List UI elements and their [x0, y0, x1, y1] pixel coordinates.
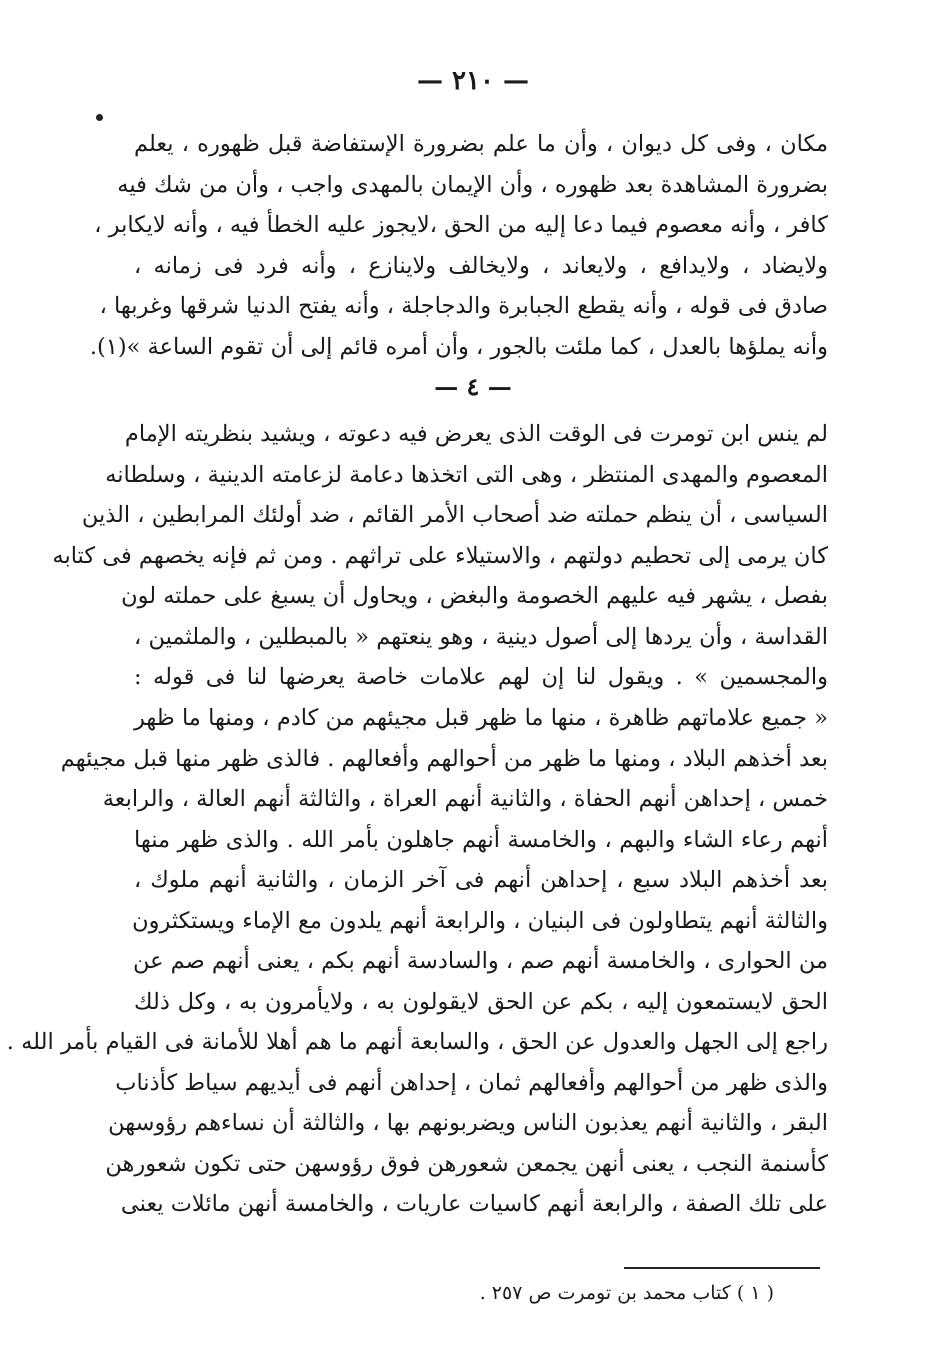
- text-line: البقر ، والثانية أنهم يعذبون الناس ويضربونهم بها ، والثالثة أن نساءهم رؤوسهن: [108, 1110, 828, 1136]
- text-line: لم ينس ابن تومرت فى الوقت الذى يعرض فيه دعوته ، ويشيد بنظريته الإمام: [124, 421, 828, 447]
- text-line: والثالثة أنهم يتطاولون فى البنيان ، والرابعة أنهم يلدون مع الإماء ويستكثرون: [132, 907, 828, 934]
- paragraph-main: [52, 414, 828, 698]
- text-line: كافر ، وأنه معصوم فيما دعا إليه من الحق ،لايجوز عليه الخطأ فيه ، وأنه لايكابر ،: [94, 212, 828, 238]
- text-line: بعد أخذهم البلاد سبع ، إحداهن أنهم فى آخر الزمان ، والثانية أنهم ملوك ،: [134, 867, 828, 893]
- text-line: راجع إلى الجهل والعدول عن الحق ، والسابعة أنهم ما هم أهلا للأمانة فى القيام بأمر الله .: [6, 1029, 828, 1055]
- text-line: والذى ظهر من أحوالهم وأفعالهم ثمان ، إحداهن أنهم فى أيديهم سياط كأذناب: [115, 1069, 828, 1096]
- footnote-divider: [624, 1267, 820, 1269]
- text-line: بفصل ، يشهر فيه عليهم الخصومة والبغض ، ويحاول أن يسبغ على حملته لون: [121, 583, 828, 609]
- text-line: من الحوارى ، والخامسة أنهم صم ، والسادسة أنهم بكم ، يعنى أنهم صم عن: [132, 948, 828, 974]
- text-line: صادق فى قوله ، وأنه يقطع الجبابرة والدجاجلة ، وأنه يفتح الدنيا شرقها وغربها ،: [99, 293, 828, 319]
- text-line: السياسى ، أن ينظم حملته ضد أصحاب الأمر القائم ، ضد أولئك المرابطين ، الذين: [81, 502, 828, 528]
- text-line: وأنه يملؤها بالعدل ، كما ملئت بالجور ، وأن أمره قائم إلى أن تقوم الساعة »(١).: [89, 333, 828, 360]
- footnote: ( ١ ) كتاب محمد بن تومرت ص ٢٥٧ .: [479, 1282, 774, 1304]
- text-line: الحق لايستمعون إليه ، بكم عن الحق لايقولون به ، ولايأمرون به ، وكل ذلك: [134, 988, 828, 1015]
- text-line: مكان ، وفى كل ديوان ، وأن ما علم بضرورة الإستفاضة قبل ظهوره ، يعلم: [134, 131, 828, 157]
- margin-dot-mark: [96, 114, 103, 121]
- text-line: كأسنمة النجب ، يعنى أنهن يجمعن شعورهن فوق رؤوسهن حتى تكون شعورهن: [105, 1150, 828, 1177]
- text-line: بعد أخذهم البلاد ، ومنها ما ظهر من أحوالهم وأفعالهم . فالذى ظهر منها قبل مجيئهم: [60, 745, 828, 772]
- paragraph-quotation: [6, 698, 828, 1225]
- text-line: كان يرمى إلى تحطيم دولتهم ، والاستيلاء على تراثهم . ومن ثم فإنه يخصهم فى كتابه: [52, 542, 828, 569]
- text-line: على تلك الصفة ، والرابعة أنهم كاسيات عاريات ، والخامسة أنهن مائلات يعنى: [120, 1191, 828, 1217]
- text-line: بضرورة المشاهدة بعد ظهوره ، وأن الإيمان بالمهدى واجب ، وأن من شك فيه: [117, 171, 828, 198]
- page-number: — ٢١٠ —: [416, 66, 530, 96]
- text-line: « جميع علاماتهم ظاهرة ، منها ما ظهر قبل مجيئهم من كادم ، ومنها ما ظهر: [134, 705, 828, 731]
- paragraph-quote-end: [89, 124, 828, 367]
- text-line: أنهم رعاء الشاء والبهم ، والخامسة أنهم جاهلون بأمر الله . والذى ظهر منها: [134, 826, 828, 853]
- text-line: خمس ، إحداهن أنهم الحفاة ، والثانية أنهم العراة ، والثالثة أنهم العالة ، والرابعة: [102, 786, 828, 812]
- text-line: القداسة ، وأن يردها إلى أصول دينية ، وهو ينعتهم « بالمبطلين ، والملثمين ،: [134, 623, 828, 650]
- text-line: ولايضاد ، ولايدافع ، ولايعاند ، ولايخالف ولاينازع ، وأنه فرد فى زمانه ،: [134, 252, 828, 279]
- text-line: والمجسمين » . ويقول لنا إن لهم علامات خاصة يعرضها لنا فى قوله :: [134, 664, 828, 690]
- section-number: — ٤ —: [434, 372, 512, 401]
- text-line: المعصوم والمهدى المنتظر ، وهى التى اتخذها دعامة لزعامته الدينية ، وسلطانه: [105, 461, 828, 488]
